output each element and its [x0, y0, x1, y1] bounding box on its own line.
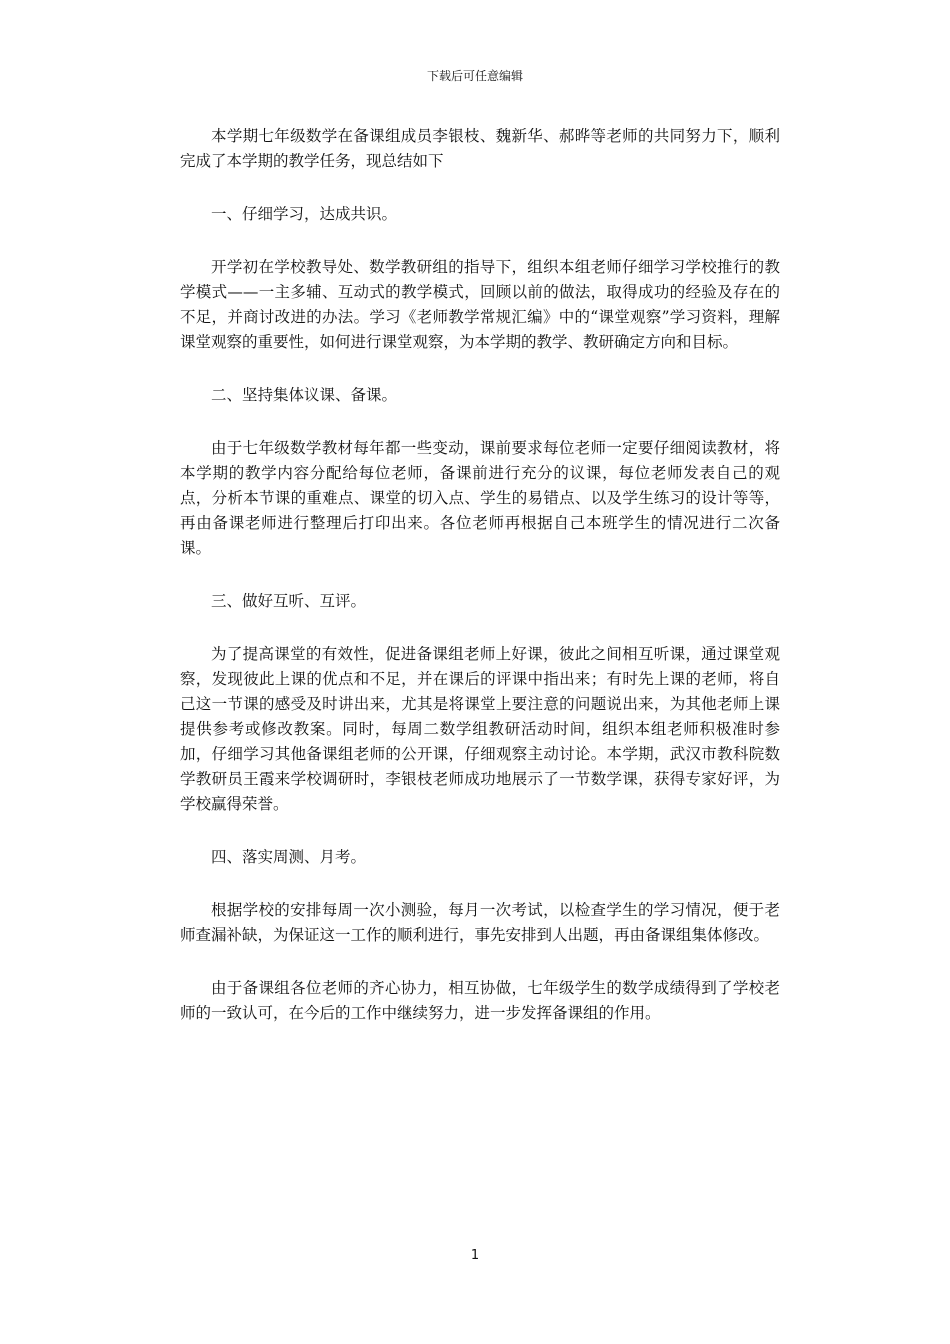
page-number: 1	[470, 1248, 480, 1263]
section-heading-1: 一、仔细学习，达成共识。	[211, 205, 398, 223]
section-paragraph-1: 开学初在学校教导处、数学教研组的指导下，组织本组老师仔细学习学校推行的教学模式——一主多辅、互动式的教学模式，回顾以前的做法，取得成功的经验及存在的不足，并商讨改进的办法。学习《老师教学常规汇编》中的“课堂观察”学习资料，理解课堂观察的重要性，如何进行课堂观察，为本学期的教学、教研确定方向和目标。	[180, 258, 780, 351]
section-paragraph-3: 为了提高课堂的有效性，促进备课组老师上好课，彼此之间相互听课，通过课堂观察，发现彼此上课的优点和不足，并在课后的评课中指出来；有时先上课的老师，将自己这一节课的感受及时讲出来，尤其是将课堂上要注意的问题说出来，为其他老师上课提供参考或修改教案。同时，每周二数学组教研活动时间，组织本组老师积极准时参加，仔细学习其他备课组老师的公开课，仔细观察主动讨论。本学期，武汉市教科院数学教研员王霞来学校调研时，李银枝老师成功地展示了一节数学课，获得专家好评，为学校赢得荣誉。	[180, 645, 780, 813]
section-paragraph-4: 根据学校的安排每周一次小测验，每月一次考试，以检查学生的学习情况，便于老师查漏补缺，为保证这一工作的顺利进行，事先安排到人出题，再由备课组集体修改。	[180, 901, 780, 944]
section-paragraph-2: 由于七年级数学教材每年都一些变动，课前要求每位老师一定要仔细阅读教材，将本学期的教学内容分配给每位老师，备课前进行充分的议课，每位老师发表自己的观点，分析本节课的重难点、课堂的切入点、学生的易错点、以及学生练习的设计等等，再由备课老师进行整理后打印出来。各位老师再根据自己本班学生的情况进行二次备课。	[180, 439, 780, 557]
section-heading-3: 三、做好互听、互评。	[211, 592, 367, 610]
section-heading-2: 二、坚持集体议课、备课。	[211, 386, 398, 404]
intro-paragraph: 本学期七年级数学在备课组成员李银枝、魏新华、郝晔等老师的共同努力下，顺利完成了本学期的教学任务，现总结如下	[180, 127, 780, 170]
section-heading-4: 四、落实周测、月考。	[211, 848, 367, 866]
page-header: 下载后可任意编辑	[426, 69, 523, 83]
document-body	[180, 124, 780, 1054]
closing-paragraph: 由于备课组各位老师的齐心协力，相互协做，七年级学生的数学成绩得到了学校老师的一致认可，在今后的工作中继续努力，进一步发挥备课组的作用。	[180, 979, 780, 1022]
